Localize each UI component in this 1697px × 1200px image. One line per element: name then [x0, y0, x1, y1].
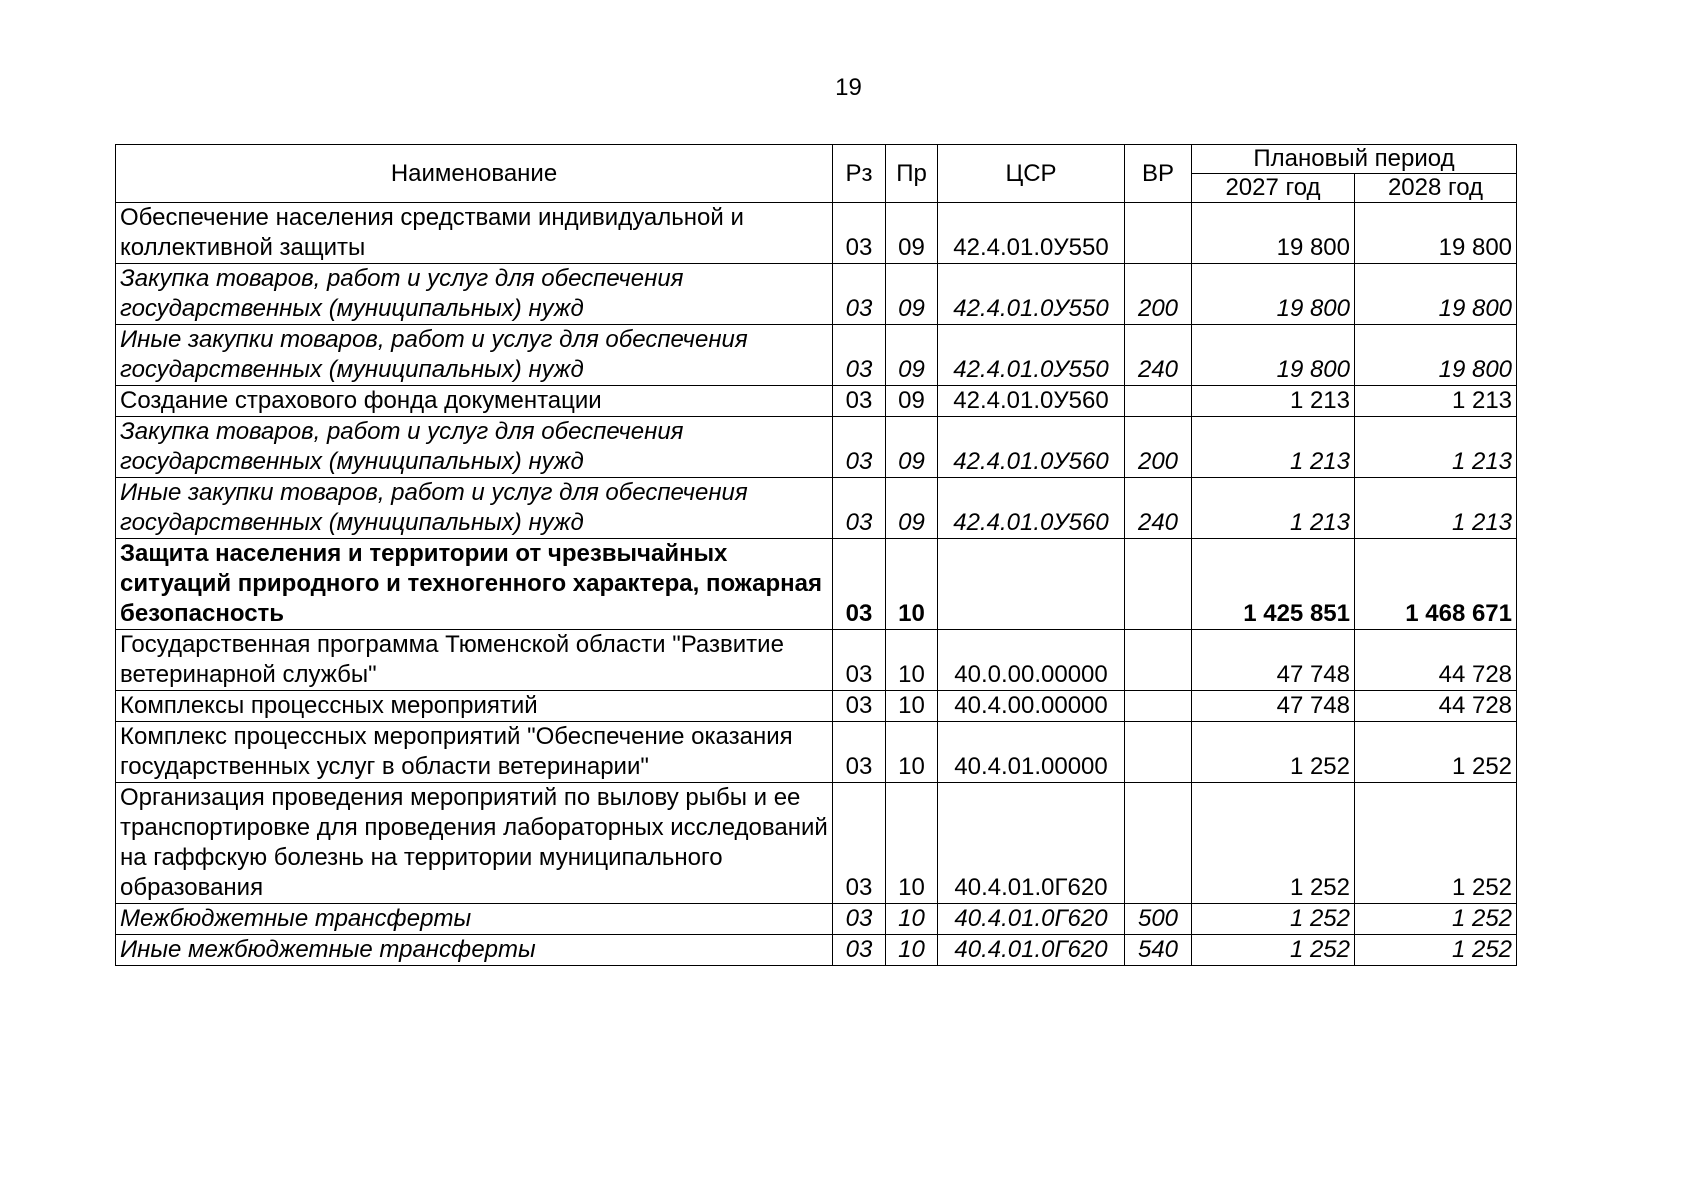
- row-rz-cell: 03: [833, 386, 886, 417]
- table-row: [116, 935, 1517, 966]
- row-name-cell: Иные межбюджетные трансферты: [116, 935, 833, 966]
- row-vr-cell: [1125, 691, 1192, 722]
- row-2028-cell: 1 252: [1355, 904, 1517, 935]
- row-2028-cell: 19 800: [1355, 325, 1517, 386]
- header-planned-period: Плановый период: [1192, 145, 1517, 174]
- table-row: [116, 691, 1517, 722]
- header-year-2027: 2027 год: [1192, 174, 1355, 203]
- row-csr-cell: [938, 539, 1125, 630]
- row-csr-cell: 42.4.01.0У560: [938, 478, 1125, 539]
- row-pr-cell: 10: [886, 630, 938, 691]
- row-csr-cell: 40.4.01.00000: [938, 722, 1125, 783]
- row-vr-cell: 200: [1125, 417, 1192, 478]
- table-row: [116, 264, 1517, 325]
- row-rz-cell: 03: [833, 325, 886, 386]
- row-name-cell: Закупка товаров, работ и услуг для обеспечения государственных (муниципальных) нужд: [116, 264, 833, 325]
- row-2027-cell: 1 252: [1192, 722, 1355, 783]
- row-2028-cell: 44 728: [1355, 691, 1517, 722]
- row-pr-cell: 09: [886, 325, 938, 386]
- row-2028-cell: 19 800: [1355, 264, 1517, 325]
- row-pr-cell: 09: [886, 386, 938, 417]
- row-pr-cell: 10: [886, 539, 938, 630]
- row-2028-cell: 1 252: [1355, 935, 1517, 966]
- row-name-cell: Государственная программа Тюменской области "Развитие ветеринарной службы": [116, 630, 833, 691]
- row-2028-cell: 19 800: [1355, 203, 1517, 264]
- row-csr-cell: 42.4.01.0У550: [938, 264, 1125, 325]
- table-row: [116, 630, 1517, 691]
- header-name: Наименование: [116, 145, 833, 203]
- row-rz-cell: 03: [833, 783, 886, 904]
- row-csr-cell: 42.4.01.0У560: [938, 417, 1125, 478]
- row-2028-cell: 1 213: [1355, 417, 1517, 478]
- row-rz-cell: 03: [833, 935, 886, 966]
- row-2027-cell: 47 748: [1192, 691, 1355, 722]
- table-row: [116, 325, 1517, 386]
- row-rz-cell: 03: [833, 203, 886, 264]
- row-vr-cell: 200: [1125, 264, 1192, 325]
- row-name-cell: Организация проведения мероприятий по вылову рыбы и ее транспортировке для проведения лабораторных исследований на гаффскую болезнь на территории муниципального образования: [116, 783, 833, 904]
- row-name-cell: Межбюджетные трансферты: [116, 904, 833, 935]
- row-2027-cell: 1 213: [1192, 386, 1355, 417]
- row-2027-cell: 19 800: [1192, 325, 1355, 386]
- row-2028-cell: 44 728: [1355, 630, 1517, 691]
- row-rz-cell: 03: [833, 417, 886, 478]
- row-csr-cell: 40.0.00.00000: [938, 630, 1125, 691]
- header-year-2028: 2028 год: [1355, 174, 1517, 203]
- table-row: [116, 203, 1517, 264]
- row-csr-cell: 40.4.01.0Г620: [938, 783, 1125, 904]
- row-name-cell: Комплексы процессных мероприятий: [116, 691, 833, 722]
- header-pr: Пр: [886, 145, 938, 203]
- row-rz-cell: 03: [833, 630, 886, 691]
- row-vr-cell: 500: [1125, 904, 1192, 935]
- table-body: [116, 203, 1517, 966]
- row-pr-cell: 09: [886, 203, 938, 264]
- table-row: [116, 783, 1517, 904]
- row-2027-cell: 1 252: [1192, 904, 1355, 935]
- table-row: [116, 722, 1517, 783]
- row-2027-cell: 1 213: [1192, 417, 1355, 478]
- row-pr-cell: 10: [886, 904, 938, 935]
- row-rz-cell: 03: [833, 904, 886, 935]
- budget-table: [115, 144, 1517, 966]
- row-name-cell: Комплекс процессных мероприятий "Обеспечение оказания государственных услуг в области ветеринарии": [116, 722, 833, 783]
- row-pr-cell: 09: [886, 478, 938, 539]
- row-name-cell: Иные закупки товаров, работ и услуг для обеспечения государственных (муниципальных) нужд: [116, 478, 833, 539]
- table-row: [116, 539, 1517, 630]
- row-pr-cell: 10: [886, 783, 938, 904]
- row-2027-cell: 1 213: [1192, 478, 1355, 539]
- row-2027-cell: 19 800: [1192, 203, 1355, 264]
- row-csr-cell: 40.4.01.0Г620: [938, 904, 1125, 935]
- row-csr-cell: 42.4.01.0У550: [938, 203, 1125, 264]
- row-name-cell: Защита населения и территории от чрезвычайных ситуаций природного и техногенного характера, пожарная безопасность: [116, 539, 833, 630]
- row-rz-cell: 03: [833, 264, 886, 325]
- row-vr-cell: [1125, 386, 1192, 417]
- row-pr-cell: 09: [886, 417, 938, 478]
- row-2027-cell: 1 252: [1192, 783, 1355, 904]
- row-2027-cell: 19 800: [1192, 264, 1355, 325]
- row-vr-cell: [1125, 203, 1192, 264]
- row-2027-cell: 1 425 851: [1192, 539, 1355, 630]
- row-rz-cell: 03: [833, 539, 886, 630]
- row-name-cell: Создание страхового фонда документации: [116, 386, 833, 417]
- table-row: [116, 904, 1517, 935]
- row-vr-cell: [1125, 783, 1192, 904]
- row-csr-cell: 42.4.01.0У550: [938, 325, 1125, 386]
- row-csr-cell: 40.4.01.0Г620: [938, 935, 1125, 966]
- table-row: [116, 478, 1517, 539]
- table-header: [116, 145, 1517, 203]
- row-2027-cell: 47 748: [1192, 630, 1355, 691]
- row-csr-cell: 42.4.01.0У560: [938, 386, 1125, 417]
- row-vr-cell: [1125, 539, 1192, 630]
- row-vr-cell: 540: [1125, 935, 1192, 966]
- row-2028-cell: 1 252: [1355, 722, 1517, 783]
- table-row: [116, 417, 1517, 478]
- page-number: 19: [835, 74, 862, 101]
- row-name-cell: Иные закупки товаров, работ и услуг для обеспечения государственных (муниципальных) нужд: [116, 325, 833, 386]
- row-vr-cell: [1125, 630, 1192, 691]
- table-row: [116, 386, 1517, 417]
- row-2027-cell: 1 252: [1192, 935, 1355, 966]
- row-rz-cell: 03: [833, 722, 886, 783]
- row-2028-cell: 1 213: [1355, 478, 1517, 539]
- row-pr-cell: 10: [886, 722, 938, 783]
- header-csr: ЦСР: [938, 145, 1125, 203]
- row-csr-cell: 40.4.00.00000: [938, 691, 1125, 722]
- header-rz: Рз: [833, 145, 886, 203]
- row-name-cell: Обеспечение населения средствами индивидуальной и коллективной защиты: [116, 203, 833, 264]
- row-rz-cell: 03: [833, 691, 886, 722]
- row-rz-cell: 03: [833, 478, 886, 539]
- row-2028-cell: 1 252: [1355, 783, 1517, 904]
- row-vr-cell: 240: [1125, 325, 1192, 386]
- row-2028-cell: 1 468 671: [1355, 539, 1517, 630]
- row-pr-cell: 09: [886, 264, 938, 325]
- row-2028-cell: 1 213: [1355, 386, 1517, 417]
- row-pr-cell: 10: [886, 691, 938, 722]
- row-pr-cell: 10: [886, 935, 938, 966]
- header-vr: ВР: [1125, 145, 1192, 203]
- row-vr-cell: [1125, 722, 1192, 783]
- row-vr-cell: 240: [1125, 478, 1192, 539]
- row-name-cell: Закупка товаров, работ и услуг для обеспечения государственных (муниципальных) нужд: [116, 417, 833, 478]
